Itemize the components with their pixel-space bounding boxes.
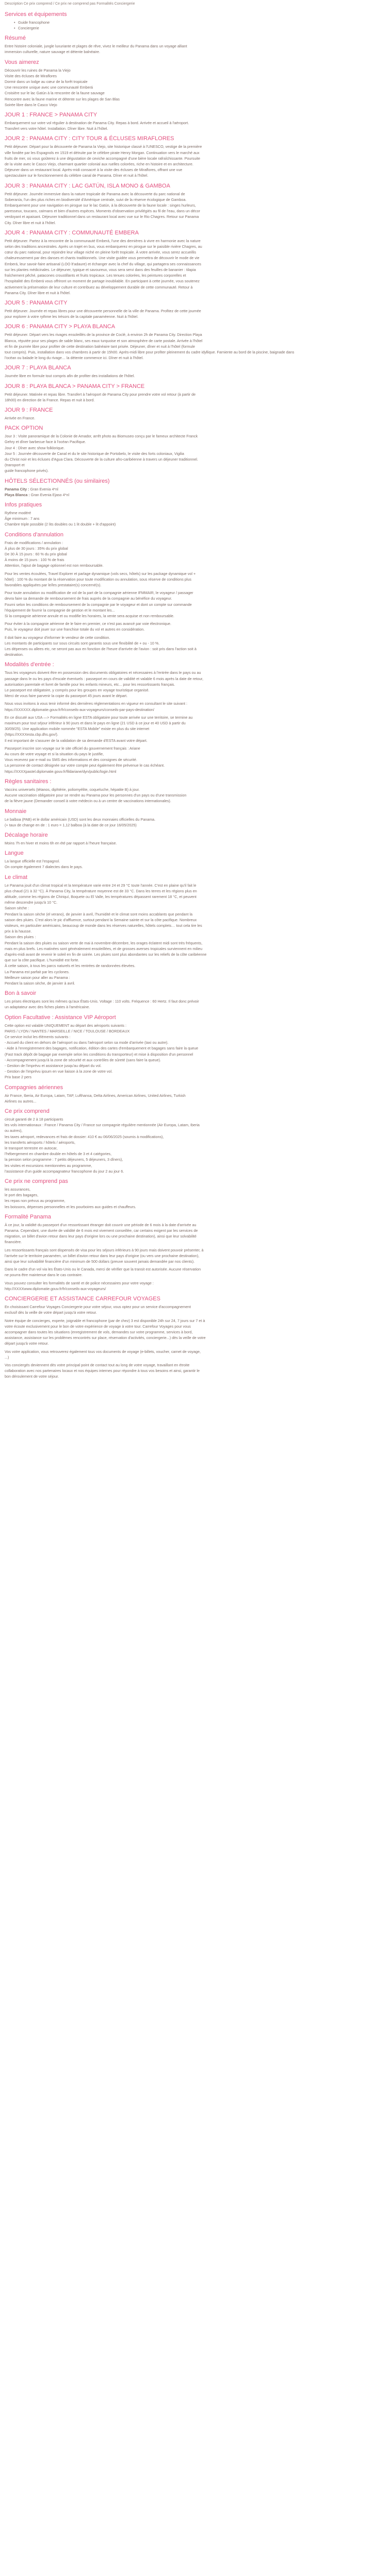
- text-line: Vous recevrez par e-mail ou SMS des informations et des consignes de sécurité.: [5, 757, 137, 762]
- text-line: les vols internationaux : France / Panama City / France sur compagnie régulière mentionnée (Air Europa, Latam, Iberia: [5, 1123, 200, 1128]
- text-line: Il doit faire au voyageur d'informer le vendeur de cette condition.: [5, 635, 110, 640]
- text-line: tout compris). Puis, installation dans vos chambres à partir de 15h00. Après-midi libre pour profiter pleinement du cadre idyllique. Farniente au bord de la piscine, baignade dans: [5, 349, 295, 354]
- section-body: [5, 43, 386, 55]
- text-line: À cette saison, à tous les parcs naturels et les rentrées de randonnées élevées.: [5, 963, 136, 969]
- day-3: [5, 182, 386, 226]
- hotel-city-label: Panama City :: [5, 486, 29, 492]
- day-title: JOUR 6 : PANAMA CITY > PLAYA BLANCA: [5, 324, 116, 330]
- text-line: Visite des écluses de Miraflores: [5, 73, 57, 78]
- text-line: - Accueil du client en dehors de l'aéroport ou dans l'aéroport selon sa mode d'arrivée (taxi ou autre).: [5, 1040, 169, 1045]
- text-line: À plus de 30 jours : 35% du prix global: [5, 546, 68, 551]
- text-line: Petit déjeuner. Partez à la rencontre de la communauté Emberá, l'une des dernières à vivre en harmonie avec la nature: [5, 238, 201, 243]
- text-line: favorables appliquées par le/les prestataire(s) concerné(s).: [5, 583, 102, 587]
- text-line: Puis, le voyageur doit jouer sur une franchise totale du vol et autres en considération.: [5, 627, 145, 632]
- text-line: À moins de 15 jours : 100 % de frais: [5, 557, 64, 563]
- hotel-name: Gran Evenia Ejaso 4*nl: [29, 492, 70, 497]
- text-line: Les dépenses ou allees etc, ne seront pas aux en fonction de l'heure d'arrivée de l'avion : soit pris dans l'action soit à: [5, 647, 197, 652]
- day-body: [5, 332, 386, 361]
- text-line: Nous vous invitons à vous tenir informé des dernières réglementations en vigueur en consultant le site suivant :: [5, 701, 187, 706]
- section-title: CONCIERGERIE ET ASSISTANCE CARREFOUR VOYAGES: [5, 1296, 160, 1302]
- section-title: Formalité Panama: [5, 1213, 51, 1220]
- text-line: Pendant la saison des pluies ou saison verte de mai à novembre-décembre, les orages éclatent midi sont très fréquents,: [5, 940, 203, 945]
- text-line: Chambre triple possible (2 lits doubles ou 1 lit double + lit d'appoint): [5, 522, 116, 527]
- text-line: pour explorer à votre rythme les trésors de la capitale panaméenne. Nuit à l'hôtel.: [5, 314, 139, 319]
- text-line: 18h00) en direction de la France. Repas et nuit à bord.: [5, 397, 95, 402]
- day-8: [5, 383, 386, 403]
- day-body: [5, 238, 386, 296]
- text-line: Dans le cadre d'un vol via les États-Unis ou le Canada, merci de vérifier que la transit est autorisée. Aucune réservation: [5, 1267, 201, 1272]
- text-line: et fin de journée libre pour profiter de cette destination balnéaire tant prisée. Déjeuner, dîner et nuit à l'hôtel (formule: [5, 344, 195, 349]
- text-line: Transfert vers votre hôtel. Installation. Dîner libre. Nuit à l'hôtel.: [5, 126, 108, 131]
- section-regles-sanitaires: [5, 778, 386, 804]
- day-body: [5, 308, 386, 319]
- text-line: Passeport inscrire son voyage sur le site officiel du gouvernement français : Ariane: [5, 745, 140, 751]
- text-line: fruits de mer, où vous goûterez à une dégustation de ceviche accompagné d'une bière locale rafraîchissante. Poursuite: [5, 156, 200, 161]
- section-body: [5, 433, 386, 473]
- text-line: Aucune vaccination obligatoire pour se rendre au Panama pour les personnes d'un pays ou d'une transmission: [5, 793, 187, 798]
- text-line: Vaccins universels (tétanos, diphtérie, poliomyélite, coqueluche, hépatite B) à jour.: [5, 787, 140, 792]
- section-conciergerie: [5, 1295, 386, 1379]
- day-4: [5, 229, 386, 296]
- text-line: Petit déjeuner. Journée immersive dans la nature tropicale de Panama avec la découverte du parc national de: [5, 191, 185, 196]
- text-line: collaboration avec nos partenaires locaux et nos équipes internes pour répondre à tous vos besoins et ainsi, garantir le: [5, 1368, 200, 1374]
- section-conditions: [5, 531, 386, 658]
- day-title: JOUR 8 : PLAYA BLANCA > PANAMA CITY > FRANCE: [5, 383, 145, 389]
- section-body: [5, 670, 386, 774]
- text-line: ...): [5, 1354, 9, 1360]
- section-langue: [5, 850, 386, 870]
- text-line: Air France, Iberia, Air Europa, Latam, TAP, Lufthansa, Delta Airlines, American Airlines, United Airlines, Turkish: [5, 1093, 186, 1098]
- text-line: les assurances,: [5, 1187, 30, 1192]
- text-line: Pour les ventes écoulées, Travel Explorer et parlage dynamique (vols secs, hôtels) sur les package dynamique vol +: [5, 571, 196, 576]
- text-line: Tous les voyageurs doivent être en possession des documents obligatoires et nécessaires à l'entrée dans le pays ou au: [5, 670, 201, 675]
- text-line: les boissons, dépenses personnelles et les pourboires aux guides et chauffeurs.: [5, 1204, 136, 1209]
- text-line: devra faire sa demande de remboursement de frais auprès de la compagnie au bénéfice du voyageur.: [5, 596, 172, 601]
- day-title: JOUR 4 : PANAMA CITY : COMMUNAUTÉ EMBERA: [5, 229, 139, 236]
- text-line: On compte également 7 dialectes dans le pays.: [5, 865, 83, 870]
- text-line: Ce service inclut les éléments suivants :: [5, 1034, 71, 1039]
- text-line: Rythme modéré: [5, 510, 31, 515]
- section-body: [5, 1093, 386, 1104]
- text-line: Déjeuner dans un restaurant local. Après-midi consacré à la visite des écluses de Miraflores, offrant une vue: [5, 167, 183, 173]
- day-title: JOUR 5 : PANAMA CITY: [5, 299, 68, 306]
- section-formalite: [5, 1213, 386, 1292]
- text-line: Vos votre application, vous retrouverez également tous vos documents de voyage (e-billets, voucher, carnet de voyage,: [5, 1349, 201, 1354]
- text-line: - Aide à l'enregistrement des bagages, notification, édition des cartes d'embarquement et bagages sans faire la queue: [5, 1046, 199, 1051]
- day-body: [5, 392, 386, 403]
- text-line: Croisière sur le lac Gatún à la rencontre de la faune sauvage: [5, 91, 105, 96]
- text-line: Merci de vous faire parvenir la copie du passeport 45 jours avant le départ.: [5, 693, 128, 699]
- text-line: la pension selon programme : 7 petits déjeuners, 5 déjeuners, 3 dîners),: [5, 1157, 123, 1162]
- section-modalites: [5, 661, 386, 774]
- text-line: Petit déjeuner. Matinée et repas libre. Transfert à l'aéroport de Panama City pour prendre votre vol retour (à partir de: [5, 392, 196, 397]
- text-line: maximum pour tout séjour inférieur à 90 jours et dans le pays en ligne (21 USD à ce jour et 40 USD à partir du: [5, 721, 186, 726]
- section-title: Ce prix ne comprend pas: [5, 1178, 68, 1185]
- text-line: Arrivée en France.: [5, 415, 36, 420]
- text-line: Cette option est valable UNIQUEMENT au départ des aéroports suivants :: [5, 1023, 126, 1028]
- section-pack-option: [5, 425, 386, 473]
- text-line: les transferts aéroports / hôtels / aéroports,: [5, 1140, 76, 1145]
- hotel-line: [5, 492, 386, 498]
- text-line: ne pourra être maintenue dans le cas contraire.: [5, 1273, 83, 1278]
- day-1: [5, 111, 386, 131]
- page-description: Description Ce prix comprend / Ce prix ne comprend pas Formalités Conciergerie: [5, 2, 135, 6]
- section-body: [5, 998, 386, 1010]
- text-line: À ce jour, la validité du passeport d'un ressortissant étranger doit couvrir une période de 6 mois à la date d'arrivée au: [5, 1222, 197, 1227]
- text-line: l'arrivée sur le territoire panaméen, un billet d'avion retour dans leur pays d'origine (ou vers une prochaine destination),: [5, 1253, 200, 1258]
- text-line: l'hébergement en chambre double en hôtels de 3 et 4 catégories,: [5, 1151, 112, 1157]
- section-infos-pratiques: [5, 501, 386, 528]
- text-line: verdoyant et apaisant. Déjeuner traditionnel dans un restaurant local avec vue sur le Rio Chagres. Retour sur Panama: [5, 214, 199, 219]
- text-line: prix à la hausse.: [5, 929, 32, 934]
- text-line: activement la préservation de leur culture et contribuez au développement durable de cette communauté. Retour à: [5, 284, 193, 290]
- section-title: Infos pratiques: [5, 501, 42, 508]
- text-line: financière.: [5, 1240, 22, 1245]
- text-line: Vos conciergés deviennent dès votre principal point de contact tout au long de votre voyage, travaillant en étroite: [5, 1362, 190, 1367]
- hotel-city-label: Playa Blanca :: [5, 492, 30, 497]
- text-line: Pendant la saison sèche, de janvier à avril.: [5, 980, 75, 986]
- section-body: [5, 858, 386, 870]
- text-line: selon des traditions ancestrales. Après un trajet en bus, vous embarquerez en pirogue sur le paisible rivière Chagres, au: [5, 244, 202, 249]
- section-body: [5, 510, 386, 528]
- text-line: Moins 7h en hiver et moins 6h en été par rapport à l'heure française.: [5, 840, 117, 845]
- text-line: Jour 3 : Visite panoramique de la Colonie de Amador, arrêt photo au Biomuseo conçu par le fameux architecte Franck: [5, 434, 198, 439]
- text-line: Soirée libre dans le Casco Viejo: [5, 102, 57, 107]
- text-line: fraîchement pêché, patacones croustillants et fruits tropicaux. Les tenues colorées, les peintures corporelles et: [5, 273, 186, 278]
- text-line: les taxes aéroport, redevances et frais de dossier: 410 € au 06/06/2025 (soumis à modifications),: [5, 1134, 164, 1139]
- hotel-line: [5, 486, 386, 492]
- section-monnaie: [5, 808, 386, 828]
- section-ce-prix-comprend: [5, 1108, 386, 1174]
- text-line: Notre équipe de concierges, experte, joignable et francophone (par de chez) 3 est disponible 24h sur 24, 7 jours sur 7 et à: [5, 1318, 205, 1323]
- text-line: le transport terrestre en autocar,: [5, 1146, 58, 1151]
- day-body: [5, 191, 386, 226]
- text-line: (+ taux de change en de : 1 euro = 1,12 balboa (à la date de ce jour 16/05/2025): [5, 822, 137, 827]
- section-body: [5, 817, 386, 828]
- day-7: [5, 364, 386, 379]
- text-line: PARIS / LYON / NANTES / MARSEILLE / NICE / TOULOUSE / BORDEAUX: [5, 1028, 130, 1033]
- text-line: plus chaud (21 à 32 °C). À Panama City, la température moyenne est de 33 °C. Dans les terres et les régions plus en: [5, 888, 197, 893]
- section-body: [5, 1116, 386, 1174]
- text-line: (transport et: [5, 463, 25, 468]
- text-line: d'après-midi avant de revenir le soleil en fin de soirée. Les pluies sont plus abondantes sur les reliefs de la côte caribéenne: [5, 952, 207, 957]
- section-body: [5, 840, 386, 846]
- text-line: Pendant la saison sèche (el verano), de janvier à avril, l'humidité et le climat sont moins accablants que pendant la: [5, 911, 193, 917]
- section-title: Conditions d'annulation: [5, 531, 64, 538]
- section-title: PACK OPTION: [5, 425, 43, 432]
- section-body: [5, 1222, 386, 1292]
- text-line: guide francophone privés).: [5, 468, 49, 473]
- text-line: Prix base 2 pers: [5, 1075, 31, 1080]
- text-line: Au cours de votre voyage et si la situation du pays le justifie,: [5, 752, 104, 757]
- text-line: Âge minimum : 7 ans: [5, 516, 40, 521]
- section-hotels: [5, 478, 386, 498]
- text-line: Saison sèche :: [5, 906, 29, 911]
- text-line: saison des pluies. C'est alors le pic d'affluence, surtout pendant la Semaine sainte et sur la côte pacifique. Nombreux: [5, 917, 197, 922]
- text-line: cœur du parc national, pour rejoindre leur village niché en pleine forêt tropicale. À votre arrivée, vous serez accueillis: [5, 250, 197, 255]
- text-line: Gehry et dîner barbecue face à l'océan Pacifique.: [5, 439, 86, 445]
- text-line: l'assistance d'un guide accompagnateur francophone du jour 2 au jour 6.: [5, 1168, 124, 1174]
- text-line: - Accompagnement jusqu'à la zone de sécurité et aux contrôles de sûreté (sans faire la queue).: [5, 1057, 161, 1062]
- text-line: les visites et excursions mentionnées au programme,: [5, 1163, 92, 1168]
- text-line: mais en plus brefs. Les matinées sont généralement ensoleillées, et de grosses averses tropicales surviennent en milieu: [5, 946, 203, 951]
- text-line: passage dans le ou les pays d'escale éventuels : passeport en cours de validité et valable 6 mois après la date de retour,: [5, 676, 203, 681]
- section-body: [5, 1304, 386, 1379]
- text-line: Saison des pluies :: [5, 935, 36, 940]
- text-line: ville fondée par les Espagnols en 1519 et détruite par le célèbre pirate Henry Morgan. Continuation vers le marché aux: [5, 150, 200, 155]
- text-line: Il est important de s'assurer de la validation de sa demande d'ESTA avant votre départ.: [5, 738, 148, 743]
- text-line: Embarquement sur votre vol régulier à destination de Panama City. Repas à bord. Arrivée et accueil à l'aéroport.: [5, 121, 189, 126]
- section-bon-a-savoir: [5, 990, 386, 1010]
- text-line: Pour toute annulation ou modification de vol de la part de la compagnie aérienne IFMMAIR, le voyageur / passager: [5, 590, 193, 596]
- text-line: Petit déjeuner. Journée et repas libres pour une découverte personnelle de la ville de Panama. Profitez de cette journée: [5, 308, 201, 313]
- list-item: • Conciergerie: [18, 25, 386, 31]
- text-line: autorisation parentale et livret de famille pour les enfants mineurs, etc... pour les ressortissants français.: [5, 682, 175, 687]
- text-line: - Gestion de l'imprévu et assistance jusqu'au départ du vol.: [5, 1063, 102, 1068]
- text-line: Fourni selon les conditions de remboursement de la compagnie par le voyageur et dont un compte sur commande: [5, 602, 192, 607]
- text-line: votre écoute exclusivement pour le bon de votre expérience de voyage à votre tour. Carrefour Voyages pour vous: [5, 1324, 191, 1329]
- section-services: [5, 11, 386, 31]
- text-line: De 30 À 15 jours : 60 % du prix global: [5, 551, 67, 556]
- text-line: Embarquement pour une navigation en pirogue sur le lac Gatún, à la découverte de la faune locale : singes hurleurs,: [5, 203, 196, 208]
- text-line: 30/09/25). Une application mobile nommée "ESTA Mobile" existe en plus du site internet: [5, 726, 150, 732]
- text-line: que sur la côte pacifique. L'humidité est forte.: [5, 958, 79, 963]
- text-line: circuit garanti de 2 à 18 participants: [5, 1117, 63, 1122]
- text-line: destination.: [5, 652, 24, 657]
- text-line: http://XXXXwww.diplomatie.gouv.fr/fr/conseils-aux-voyageurs/: [5, 1286, 106, 1291]
- section-climat: [5, 874, 386, 987]
- text-line: Petit déjeuner. Départ vers les rivages ensoleillés de la province de Coclé, à environ 2h de Panama City. Direction Playa: [5, 332, 202, 337]
- text-line: En ce discuté aux USA —> Formalités en ligne ESTA obligatoire pour toute arrivée sur une territoire, se termine au: [5, 715, 193, 720]
- section-title: HÔTELS SÉLECTIONNÉS (ou similaires): [5, 478, 110, 484]
- text-line: Vous pouvez consulter les formalités de santé et de police nécessaires pour votre voyage :: [5, 1280, 154, 1285]
- text-line: Le Panama jouit d'un climat tropical et la température varie entre 24 et 29 °C toute l'année. C'est en plaine qu'il fait le: [5, 883, 197, 888]
- text-line: ou autres),: [5, 1128, 23, 1133]
- list-item: • Guide francophone: [18, 20, 386, 25]
- text-line: de la visite avec le Casco Viejo, charmant quartier colonial aux ruelles colorées, riche en histoire et en architecture.: [5, 162, 193, 167]
- text-line: Jour 4 : Dîner avec show folklorique.: [5, 445, 65, 450]
- section-title: Résumé: [5, 35, 26, 42]
- text-line: ainsi que leur solvabilité financière d'un minimum de 500 dollars (preuve souvent jamais demandée par nos clients).: [5, 1259, 195, 1264]
- text-line: spectaculaire sur le fonctionnement du célèbre canal de Panama. Dîner et nuit à l'hôtel.: [5, 173, 149, 178]
- text-line: visiteurs, en particulier américains, beaucoup de monde dans les réserves naturelles, hôtels complets… tout cela tire les: [5, 923, 202, 928]
- text-line: Panama City. Dîner libre et nuit à l'hôtel.: [5, 290, 71, 295]
- section-title: Langue: [5, 850, 24, 857]
- section-body: [5, 540, 386, 658]
- text-line: Panama. Cependant, une durée de validité de 6 mois est vivement conseillée, car certains exigent par les services de: [5, 1228, 198, 1233]
- section-title: Vous aimerez: [5, 59, 39, 65]
- section-body: [5, 883, 386, 987]
- section-title: Option Facultative : Assistance VIP Aéroport: [5, 1014, 116, 1021]
- section-body: [5, 1023, 386, 1080]
- section-title: Modalités d'entrée :: [5, 662, 54, 668]
- text-line: Dormir dans un lodge au cœur de la forêt tropicale: [5, 79, 88, 84]
- text-line: assistance, assistance sur les problèmes rencontrés sur place, réservation d'activités, conciergerie...) dès la veille de votre: [5, 1335, 206, 1341]
- day-5: [5, 299, 386, 319]
- text-line: sur les plantes médicinales. Le déjeuner, typique et savoureux, vous sera servi dans des feuilles de bananier : tilapia: [5, 267, 196, 272]
- text-line: Meilleure saison pour aller au Panama :: [5, 975, 70, 980]
- section-decalage: [5, 832, 386, 846]
- text-line: Petit déjeuner. Départ pour la découverte de Panama la Viejo, site historique classé à l'UNESCO, vestige de la première: [5, 144, 202, 149]
- text-line: accompagner dans toutes les situations (enregistrement de vols, demandes sur votre programme, services à bord,: [5, 1329, 193, 1334]
- text-line: du Christ noir et les écluses d'Agua Clara. Découverte de la culture afro-caribéenne à travers un déjeuner traditionnel.: [5, 456, 198, 462]
- text-line: l'océan ou balade le long du rivage… la détente commence ici. Dîner et nuit à l'hôtel.: [5, 355, 144, 361]
- text-line: (Fast track dépôt de bagage par exemple selon les conditions du transporteur) et mise à disposition d'un personnel: [5, 1052, 193, 1057]
- day-2: [5, 135, 386, 178]
- text-line: même descendre jusqu'à 10 °C.: [5, 900, 58, 905]
- text-line: Le balboa (PAB) et le dollar américain (USD) sont les deux monnaies officielles du Panama.: [5, 817, 156, 822]
- section-option-facultative: [5, 1014, 386, 1080]
- text-line: (https://XXXXesta.cbp.dhs.gov/).: [5, 732, 58, 737]
- section-title: Ce prix comprend: [5, 1108, 50, 1115]
- text-line: Une rencontre unique avec une communauté Emberá: [5, 85, 93, 90]
- text-line: Frais de modifications / annulation :: [5, 540, 63, 545]
- day-title: JOUR 2 : PANAMA CITY : CITY TOUR & ÉCLUSES MIRAFLORES: [5, 135, 174, 142]
- day-body: [5, 120, 386, 131]
- text-line: Attention, l'ajout de bagage optionnel est non remboursable.: [5, 563, 104, 568]
- text-line: La personne de contact désignée sur votre compte peut également être prévenue le cas échéant.: [5, 763, 165, 768]
- text-line: Les ressortissants français sont dispensés de visa pour les séjours inférieurs à 90 jours mais doivent pouvoir présenter, à: [5, 1247, 204, 1252]
- text-line: La Panama est parfait par les cyclones.: [5, 969, 70, 974]
- day-body: [5, 415, 386, 421]
- section-ce-prix-ne-comprend-pas: [5, 1178, 386, 1210]
- text-line: immersion culturelle, nature sauvage et détente balnéaire.: [5, 49, 100, 55]
- text-line: - Gestion de l'imprévu ipsum en vue liaison à la zone de votre vol.: [5, 1069, 113, 1074]
- section-title: Monnaie: [5, 808, 27, 815]
- day-title: JOUR 3 : PANAMA CITY : LAC GATÚN, ISLA MONO & GAMBOA: [5, 182, 170, 189]
- text-line: Emberá, leur savoir-faire artisanal (LOO lt'adaure) et échanger avec la chef du village, qui partagera ses connaissances: [5, 261, 201, 266]
- section-title: Compagnies aériennes: [5, 1084, 63, 1091]
- text-line: migration, un billet d'avion retour dans leur pays d'origine lors ou une prochaine destination), ainsi que leur solvabilité: [5, 1234, 197, 1239]
- text-line: Soberanía, l'un des plus riches en biodiversité d'Amérique centrale, suivi de la réserve écologique de Gamboa.: [5, 197, 187, 202]
- text-line: Entre histoire coloniale, jungle luxuriante et plages de rêve, vivez le meilleur du Panama dans un voyage alliant: [5, 44, 187, 49]
- text-line: un adaptateur avec des fiches plates à l'américaine.: [5, 1005, 90, 1010]
- day-title: JOUR 7 : PLAYA BLANCA: [5, 365, 71, 371]
- text-line: Pour éviter à la compagnie aérienne de le faire en premier, ce n'est pas avancé par voie électronique.: [5, 621, 172, 626]
- text-line: https://XXXXXX.diplomatie.gouv.fr/fr/conseils-aux-voyageurs/conseils-par-pays-destination/: [5, 707, 154, 712]
- section-title: Services et équipements: [5, 11, 67, 18]
- text-line: Les prises électriques sont les mêmes qu'aux États-Unis. Voltage : 110 volts. Fréquence : 60 Hertz. Il faut donc prévoir: [5, 999, 199, 1004]
- text-line: Les montants de participants sur sous circuits sont garantis sous une flexibilité de + ou - 10 %.: [5, 640, 160, 646]
- text-line: Airlines ou autres...: [5, 1098, 37, 1104]
- text-line: Découvrir les ruines de Panama la Viejo: [5, 67, 71, 73]
- text-line: exclusif dès la veille de votre départ jusqu'à votre retour.: [5, 1310, 97, 1315]
- text-line: Journée libre en formule tout compris afin de profiter des installations de l'hôtel.: [5, 374, 135, 379]
- hotel-name: Gran Evenia 4*nl: [29, 486, 58, 492]
- text-line: bon déroulement de votre séjour.: [5, 1374, 59, 1379]
- text-line: altitude, comme les régions de Chiriquí, Boquete ou El Valle, les températures dépassent rarement 18 °C, et peuvent: [5, 894, 197, 899]
- text-line: l'hospitalité des Emberá vous offriront un moment de partage inoubliable. En participant à cette journée, vous soutenez: [5, 279, 200, 284]
- text-line: paresseux, toucans, caïmans et bien d'autres espèces. Moments d'observation privilégiés au fil de l'eau, dans un décor: [5, 209, 200, 214]
- text-line: départ jusqu'à votre retour.: [5, 1341, 49, 1346]
- section-resume: [5, 35, 386, 55]
- section-title: Règles sanitaires :: [5, 778, 52, 785]
- section-body: [5, 1187, 386, 1210]
- day-body: [5, 373, 386, 379]
- text-line: Blanca, réputée pour ses plages de sable blanc, ses eaux turquoise et son atmosphère de carte postale. Arrivée à l'hôtel: [5, 338, 203, 343]
- day-title: JOUR 1 : FRANCE > PANAMA CITY: [5, 112, 97, 118]
- text-line: La langue officielle est l'espagnol.: [5, 859, 60, 864]
- text-line: chaleureusement par des danses et chants traditionnels. Une visite guidée vous permettra de découvrir le mode de vie: [5, 256, 200, 261]
- section-vous-aimerez: [5, 59, 386, 108]
- section-title: Décalage horaire: [5, 832, 48, 838]
- section-compagnies: [5, 1084, 386, 1104]
- text-line: de la fièvre jaune (Demander conseil à votre médecin ou à un centre de vaccinations internationales).: [5, 799, 171, 804]
- section-body: [5, 787, 386, 804]
- day-6: [5, 323, 386, 361]
- text-line: Rencontre avec la faune marine et détente sur les plages de San Blas: [5, 96, 120, 101]
- text-line: En choisissant Carrefour Voyages Conciergerie pour votre séjour, vous optez pour un service d'accompagnement: [5, 1304, 191, 1310]
- text-line: le port des bagages,: [5, 1193, 39, 1198]
- section-body: [5, 67, 386, 108]
- text-line: City. Dîner libre et nuit à l'hôtel.: [5, 220, 56, 225]
- text-line: Le passeport est obligatoire, y compris pour les groupes en voyage touristique organisé.: [5, 688, 150, 693]
- text-line: Si la compagnie aérienne annule et ou modifie les horaires, la vente sera acquise et non remboursable.: [5, 614, 174, 619]
- day-9: [5, 406, 386, 421]
- section-title: Bon à savoir: [5, 990, 37, 997]
- text-line: Jour 5 : Journée découverte de Canal et du le site historique de Portobelo, le visite des forts coloniaux, Vigilia: [5, 451, 184, 456]
- section-title: Le climat: [5, 874, 28, 880]
- text-line: l'équipement de fournir la compagnie de gestion et le montant les...: [5, 607, 115, 613]
- text-line: https://XXXXpastel.diplomatie.gouv.fr/fildariane/dyn/public/login.html: [5, 769, 117, 774]
- day-title: JOUR 9 : FRANCE: [5, 406, 53, 413]
- services-list: [5, 20, 386, 31]
- text-line: les repas non prévus au programme,: [5, 1198, 66, 1204]
- text-line: hôtel) : 100 % du montant de la réservation pour toute modification ou annulation, sous réserve de conditions plus: [5, 577, 191, 582]
- day-body: [5, 144, 386, 178]
